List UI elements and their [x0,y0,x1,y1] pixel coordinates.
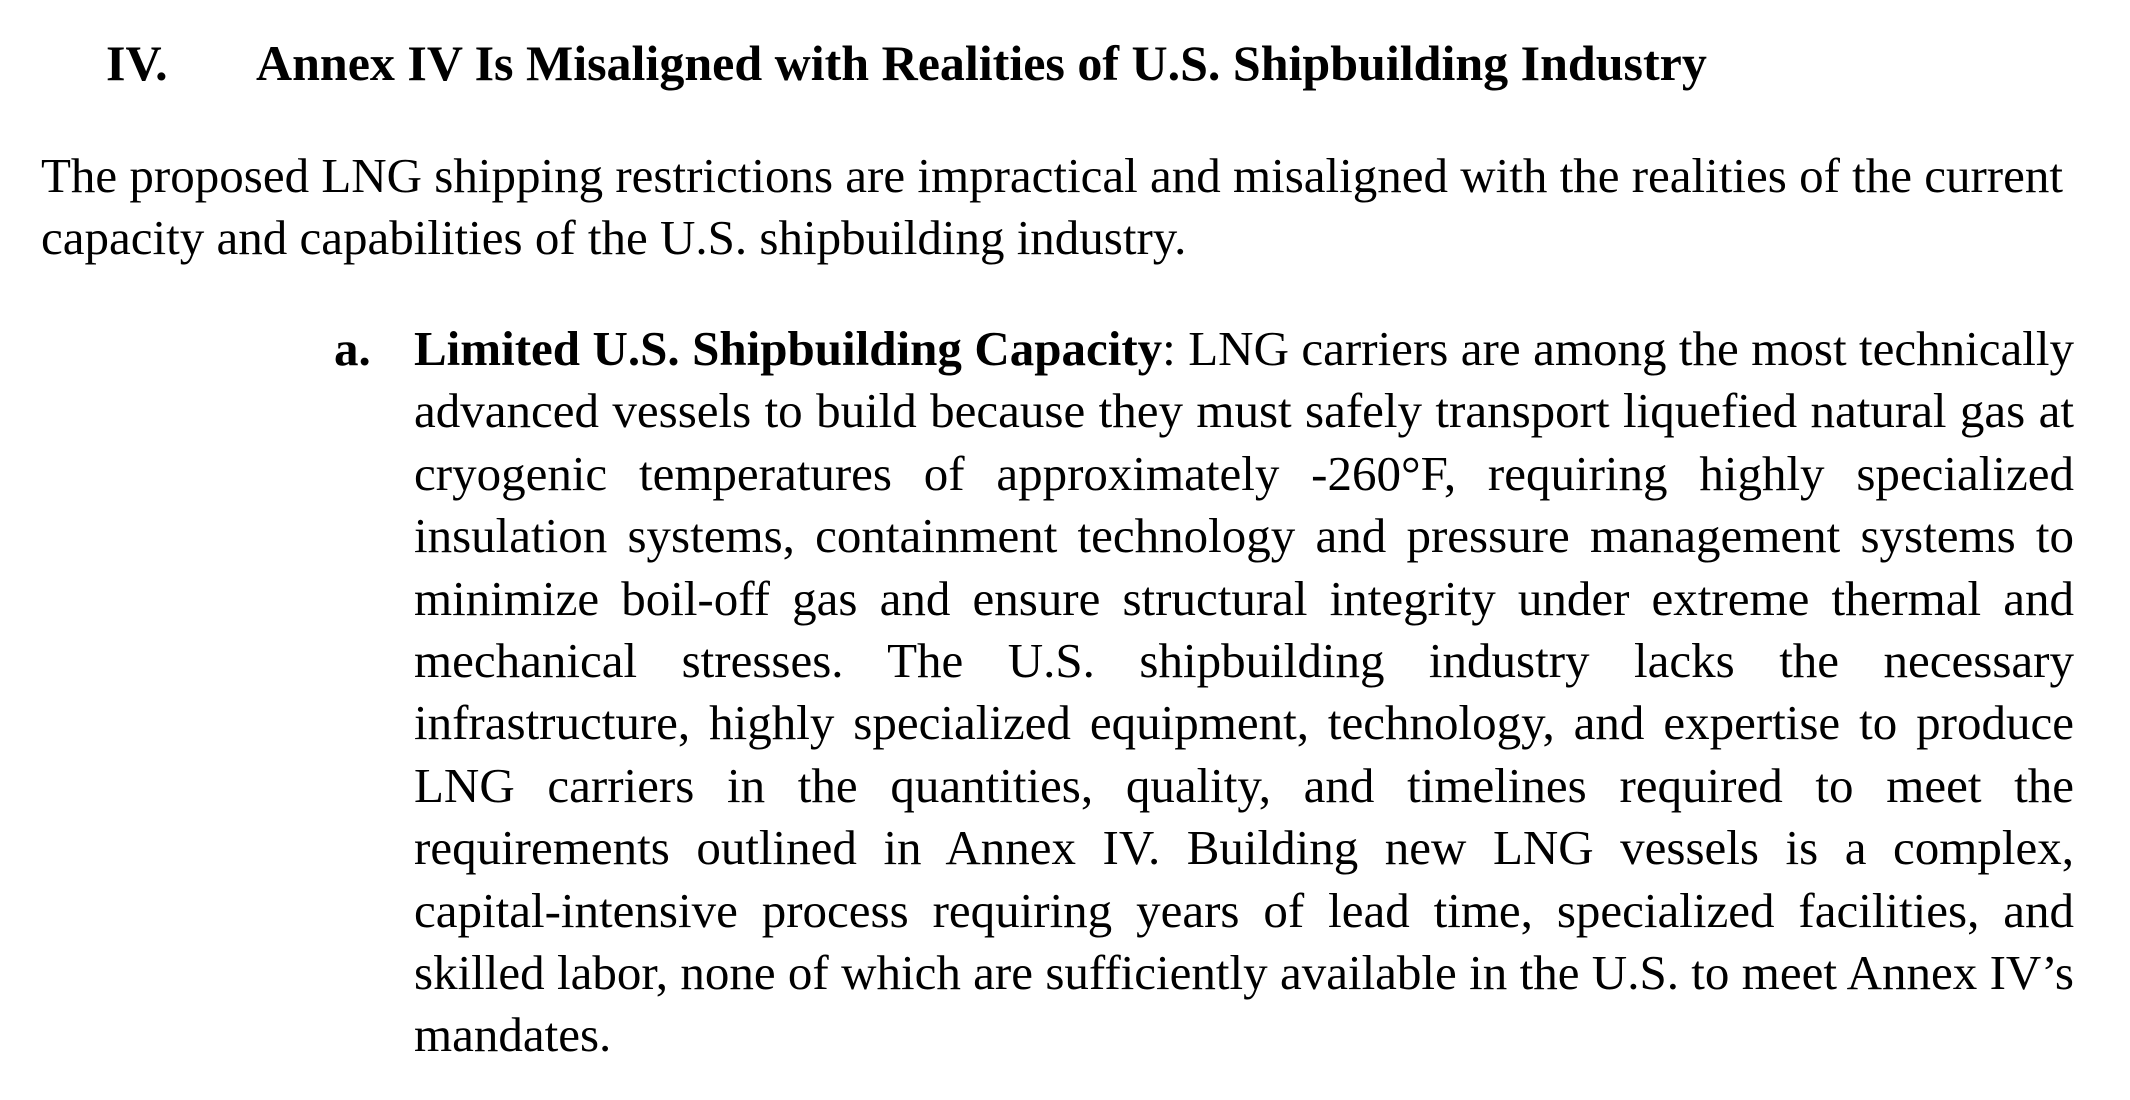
section-title: Annex IV Is Misaligned with Realities of U.S. Shipbuilding Industry [256,35,1707,91]
section-number: IV. [106,35,168,91]
list-item-marker: a. [334,321,371,376]
list-item-lead: Limited U.S. Shipbuilding Capacity [414,321,1163,376]
section-heading [106,30,1707,96]
list-item [334,318,2074,1067]
list-item-text [414,318,2074,1067]
list-item-body: : LNG carriers are among the most technically advanced vessels to build because they must safely transport liquefied natural gas at cryogenic temperatures of approximately -260°F, requiring highly specialized insulation systems, containment technology and pressure management systems to minimize boil-off gas and ensure structural integrity under extreme thermal and mechanical stresses. The U.S. shipbuilding industry lacks the necessary infrastructure, highly specialized equipment, technology, and expertise to produce LNG carriers in the quantities, quality, and timelines required to meet the requirements outlined in Annex IV. Building new LNG vessels is a complex, capital-intensive process requiring years of lead time, specialized facilities, and skilled labor, none of which are sufficiently available in the U.S. to meet Annex IV’s mandates. [414,321,2074,1063]
intro-paragraph: The proposed LNG shipping restrictions are impractical and misaligned with the realities of the current capacity and capabilities of the U.S. shipbuilding industry. [41,148,2063,265]
